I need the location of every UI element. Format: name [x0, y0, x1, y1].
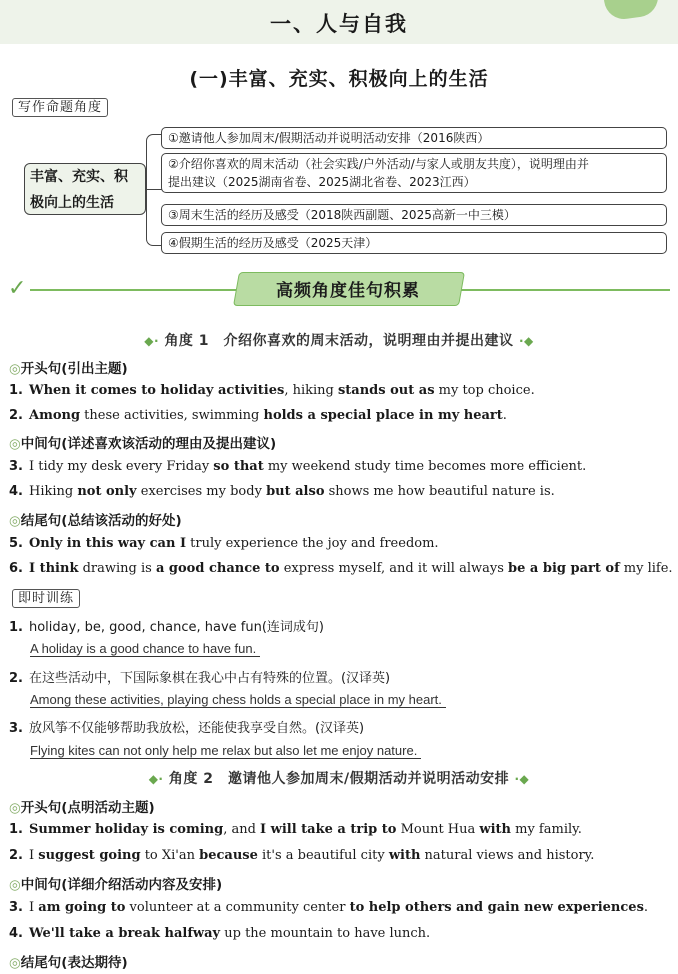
- section-title: (一)丰富、充实、积极向上的生活: [189, 68, 489, 90]
- circle-icon: ◎: [9, 436, 21, 452]
- opening-heading-2: ◎开头句(点明活动主题): [9, 800, 155, 816]
- sentence-2-2: 2. I suggest going to Xi'an because it's a beautiful city with natural views and history.: [9, 848, 595, 863]
- circle-icon: ◎: [9, 877, 21, 893]
- middle-heading: ◎中间句(详述喜欢该活动的理由及提出建议): [9, 436, 277, 452]
- mindmap-option-3: ③周末生活的经历及感受（2018陕西副题、2025高新一中三模）: [161, 204, 667, 226]
- practice-answer-2: Among these activities, playing chess holds a special place in my heart.: [30, 692, 446, 708]
- practice-q3: 3. 放风筝不仅能够帮助我放松，还能使我享受自然。(汉译英): [9, 721, 365, 736]
- circle-icon: ◎: [9, 800, 21, 816]
- check-icon: ✓: [8, 276, 27, 301]
- ending-heading: ◎结尾句(总结该活动的好处): [9, 513, 182, 529]
- banner-rule-right: [460, 289, 670, 291]
- banner-title: 高频角度佳句积累: [276, 281, 420, 301]
- sentence-2-3: 3. I am going to volunteer at a community center to help others and gain new experiences.: [9, 900, 649, 915]
- mindmap-option-2: ②介绍你喜欢的周末活动（社会实践/户外活动/与家人或朋友共度），说明理由并 提出建议（2025湖南省卷、2025湖北省卷、2023江西）: [161, 153, 667, 193]
- sentence-5: 5. Only in this way can I truly experience the joy and freedom.: [9, 536, 439, 551]
- practice-q1: 1. holiday, be, good, chance, have fun(连词成句): [9, 620, 324, 635]
- mindmap-brace: [146, 134, 161, 246]
- angle-1-heading: ◆· 角度 1 介绍你喜欢的周末活动，说明理由并提出建议 ·◆: [144, 333, 534, 349]
- sentence-1: 1. When it comes to holiday activities, hiking stands out as my top choice.: [9, 383, 535, 398]
- circle-icon: ◎: [9, 955, 21, 971]
- sentence-2-4: 4. We'll take a break halfway up the mountain to have lunch.: [9, 926, 431, 941]
- sentence-3: 3. I tidy my desk every Friday so that my weekend study time becomes more efficient.: [9, 459, 587, 474]
- unit-title: 一、人与自我: [270, 12, 408, 36]
- sentence-4: 4. Hiking not only exercises my body but also shows me how beautiful nature is.: [9, 484, 555, 499]
- mindmap-connector: [146, 189, 162, 190]
- middle-heading-2: ◎中间句(详细介绍活动内容及安排): [9, 877, 223, 893]
- practice-answer-1: A holiday is a good chance to have fun.: [30, 641, 260, 657]
- angle-2-heading: ◆· 角度 2 邀请他人参加周末/假期活动并说明活动安排 ·◆: [148, 771, 530, 787]
- mindmap-root-line1: 丰富、充实、积: [30, 169, 128, 185]
- practice-q2: 2. 在这些活动中，下国际象棋在我心中占有特殊的位置。(汉译英): [9, 671, 391, 686]
- mindmap-option-4: ④假期生活的经历及感受（2025天津）: [161, 232, 667, 254]
- sentence-6: 6. I think drawing is a good chance to express myself, and it will always be a big part of my life.: [9, 561, 673, 576]
- practice-tag: 即时训练: [12, 589, 80, 608]
- opening-heading: ◎开头句(引出主题): [9, 361, 128, 377]
- ending-heading-2: ◎结尾句(表达期待): [9, 955, 128, 971]
- circle-icon: ◎: [9, 513, 21, 529]
- topic-angle-tag: 写作命题角度: [12, 98, 108, 117]
- sentence-2: 2. Among these activities, swimming holds a special place in my heart.: [9, 408, 507, 423]
- sentence-2-1: 1. Summer holiday is coming, and I will take a trip to Mount Hua with my family.: [9, 822, 582, 837]
- mindmap-root: [24, 163, 146, 215]
- circle-icon: ◎: [9, 361, 21, 377]
- banner-rule-left: [30, 289, 236, 291]
- diamond-icon: ·◆: [518, 334, 534, 348]
- practice-answer-3: Flying kites can not only help me relax but also let me enjoy nature.: [30, 743, 421, 759]
- diamond-icon: ◆·: [144, 334, 160, 348]
- mindmap-option-1: ①邀请他人参加周末/假期活动并说明活动安排（2016陕西）: [161, 127, 667, 149]
- mindmap-root-line2: 极向上的生活: [30, 195, 114, 211]
- diamond-icon: ◆·: [148, 772, 164, 786]
- diamond-icon: ·◆: [514, 772, 530, 786]
